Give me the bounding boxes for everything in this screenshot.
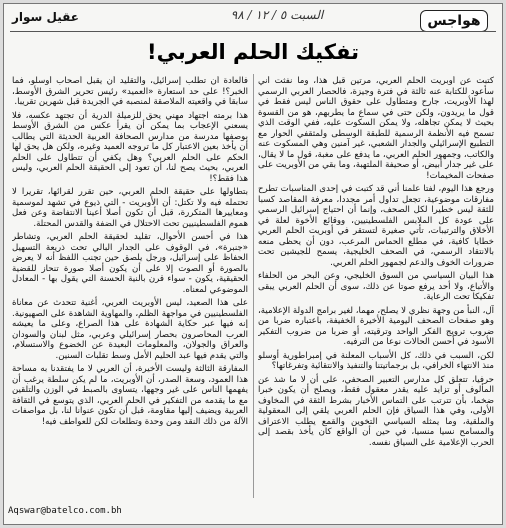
column-header: [4, 4, 502, 30]
column-divider: [253, 74, 254, 498]
article-column-right: [258, 76, 494, 500]
column-brand: هواجس: [420, 10, 488, 32]
paragraph: كتبت عن أوبريت الحلم العربي، مرتين قبل هذا، وما نفثت أني سأعود للكتابة عنه ثالثة في فترة وجيزة، فالحصار العربي الرسمي لهذا الأوبريت، جارح ومتطاول على حقوق الناس ليس فقط في قول ما يريدون، ولكن حتى في سماع ما يطربهم، هو من القسوة بحيث لا يمكن تجاهله، ولا يمكن السكوت عليه، ففي الوقت الذي تسمح فيه الأنظمة الرسمية للطبقة الوسطى ولمثقفي الحوار مع التطبيع الإسرائيلي والجدار الشعبي، غير آمنين وهي المسكوت عنه والكاتب، وجمهور الحلم العربي، ما يدفع على مغبة، قول ما لا يقال، على غير جدار أبيض، أو صحيفة الملتهبة، وما بقي من الأوبريت على صفحات المخيمات!: [258, 76, 494, 181]
paragraph: على هذا الصعيد، ليس الأوبريت العربي، أغنية تتحدث عن معاناة الفلسطينيين في مواجهة الظلم، والمهاوية الشاهدة على الصهيونية. إنه فيها عبر حكاية الشهادة على هذا الصراع، وعلى ما يعيشه العرب المحاصرون بحصار إسرائيلي وعربي، مثل لبنان والسودان والعراق والجولان، والمعلومات البعيدة عن الخضوع والاستسلام، والتي يقدم فيها عبد الحليم الأمل وسط تقلبات السنين.: [12, 298, 248, 361]
header-rule: [10, 31, 496, 32]
paragraph: آل، النبأ من وجهة نظري لا يصلح، مهما، لغير برامج الدولة الإعلامية، وهو صفحات الصحف اليومية الأخيرة الخفيفة، باعتباره ضربا من ضروب ترويج الفكر الواحد وترقيته، أو ضربا من ضروب التفكير الأسود في أحسن الحالات نوعا من الترفيه.: [258, 305, 494, 347]
paragraph: فالعادة أن تطلب إسرائيل، والتقليد أن يقبل أصحاب أوسلو، فما الخبر؟! على حد استعارة «العميد» رئيس تحرير الشرق الأوسط، سابقا في واقعيته الملاصقة لمنصبه في الجريدة قبل شهرين تقريبا.: [12, 76, 248, 107]
paragraph: بتطاولها على حقيقة الحلم العربي، حين تقرر لقرائها، تقريرا لا تحتمله فيه ولا تكتل: أن الأوبريت - التي ذيوع في تشهد لموسمية ومعاييرها المتكررة، قبل أن تكون أصلا أعينا الانتفاضة وعن فعل هموم الفلسطينيين تحت الاحتلال في الضفة والقدس المحتلة.: [12, 187, 248, 229]
newspaper-clipping: [3, 3, 503, 525]
author-name: عقيل سوار: [12, 10, 79, 24]
article-column-left: [12, 76, 248, 500]
paragraph: هذا البيان السياسي من السوق الخليجي، وعن البحر من الحلفاء والأتباع، ولا أحد يرفع صوتا عن ذلك، سوى أن الحلم العربي يبقى تفكيكا تحت الرعاية.: [258, 271, 494, 302]
paragraph: ورجع هذا اليوم، لفتا علمنا أني قد كتبت في إحدى المناسبات تطرح مفارقات موضوعية، تجعل تداول أمر مجددا، معرفة المقاصد كسبا للثقة ليس خطيرا لكل الصحف، وإنما أن احتياج إسرائيل الرسمي على عودة كل الملابس الفلسطينيين، ووقائع الأخوة لعلة في الأخلاق والترتيبات، تأتي صغيرة لتستقر في أوبريت الحلم العربي خطايا كافية، في مطلع الحماس المرعب، دون أن يحظى منعه بالانتقاد الرسمي، في الصحف الخليجية، يسمح للجيشين تحت ضرورات الخوف والدعم لجمهور الحلم العربي.: [258, 184, 494, 268]
paragraph: حرفيا، تتعلق كل مدارس التعبير الصحفي، على أن لا ما شذ عن المألوف أو تزايد عليه يقدر معقول فقط، ويصلح أن يكون خبرا ضخما، بأن تترتب على التماس الأخبار بشرط الثقة في المخاوف الأولى، وفي هذا السياق فإن الحلم العربي يلقي إلى المعقولية والملقية، وما يمثله السياسي التخوين والقمع يطلب الاعتراف والمسامح نسيا منسيا، في حين أن الواقع كان يأخذ بقصد إلى الحرب الإعلامية على السياق نفسه.: [258, 374, 494, 448]
paragraph: لكن، السبب في ذلك، كل الأسباب المعلنة في إمبراطورية أوسلو منذ الانتهاء الخرافي، بل برجماتيتنا والتنفيذ والانتقائية وتفرغاتها؟: [258, 350, 494, 371]
paragraph: هذا في أحسن الأحوال، تقليد لحقيقة الحلم العربي، وتشاطر «جنبرة»، في الوقوف على الجدار البالي تحت ذريعة التسهيل الحفاظ على إسرائيل، ورجل يلصق حين تجنب اللفظ أنه لا يعرض بالصورة أو الصوت إلا على أن يكون أصلا صورة تنحاز للقضية الحقيقية، يكون - سواء قرن بالنية الحسنة التي يقول بها - المعادل الموضوعي لمعناه.: [12, 232, 248, 295]
article-title: تفكيك الحلم العربي!: [147, 40, 359, 64]
author-email: Aqswar@batelco.com.bh: [8, 506, 122, 516]
handwritten-date: السبت ٥ / ١٢ / ٩٨: [230, 8, 324, 22]
paragraph: هذا برمته اجتهاد مهني يحق للزميلة الدرية أن تجتهد عكسه، فلا يسعني الإعجاب بما يمكن أن يقرأ عكس من الشرق الأوسط بوصفها مدرسة من مدارس الصحافة العربية الحديثة التي يطالب أن يأخذ بعين الاعتبار كل ما تروجه العميد وغيره، ولكن هل يحق لها الحكم على الحلم العربي؟ وهل يكفي أن تتطاول على الحلم العربي، بحيث يصح لنا، أن تعود إلى الحقيقة الحلم العربي، وليس هذا فقط؟!: [12, 110, 248, 184]
paragraph: المفارقة الثالثة وليست الأخيرة، أن العربي لا ما يفتقدنا به مساحة هذا العمود، وسعة الصدر، أن الأوبريت، ما لم يكن سلطة يرغب أن يفهمها الناس على غير وجهها، يتساوى بالصبط في الوزن والتلقين مع ما يقدمه من التفكير في الحلم العربي، الذي يتوسع في الثقافة العربية ويضيف إليها مقاومة، قبل أن تكون عنوانا لنا، بل مواصفات الآلة من ذلك النقد ومن وحدة وتطلعات لكن للعواطف فيه!: [12, 364, 248, 427]
